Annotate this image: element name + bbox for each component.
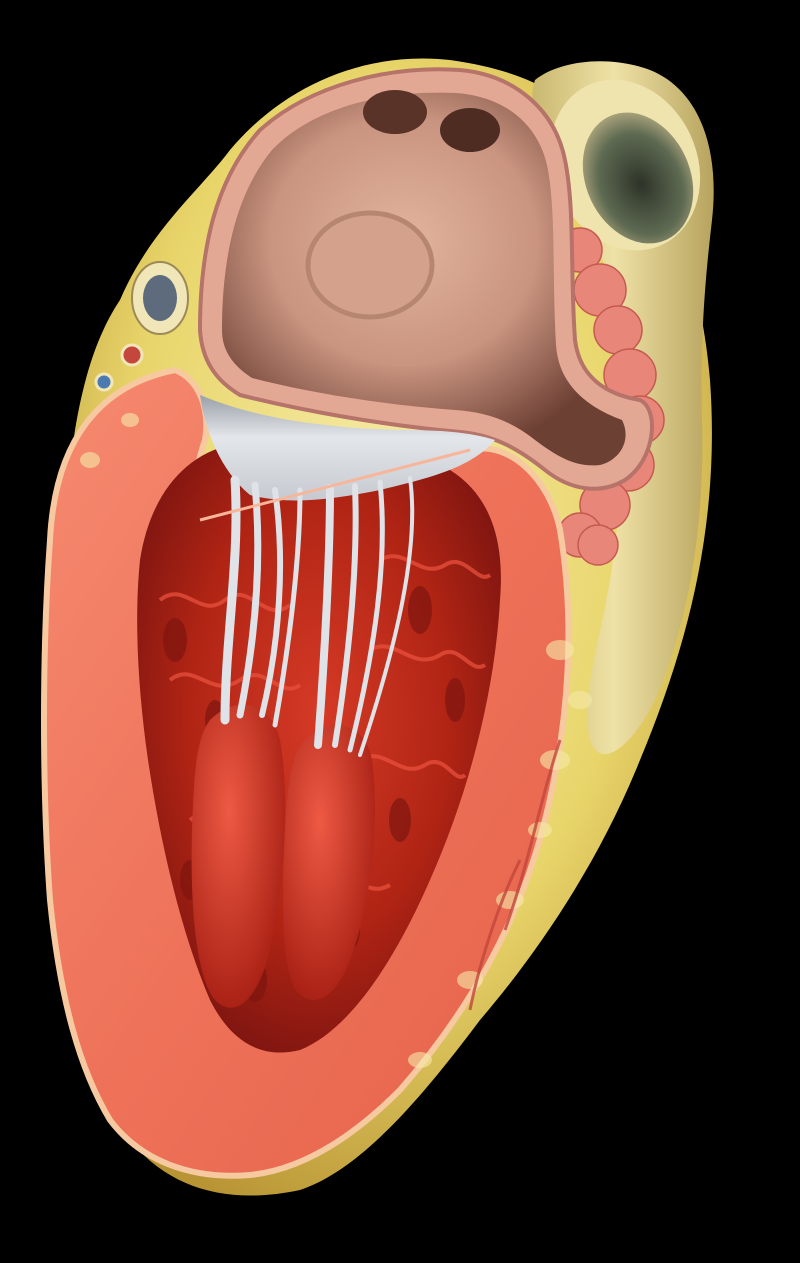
pulmonary-vein-opening-2 (440, 108, 500, 152)
coronary-vein (143, 275, 177, 321)
pulmonary-vein-opening-1 (363, 90, 427, 134)
fossa-ovalis (308, 213, 432, 317)
small-vein (96, 374, 112, 390)
coronary-artery (122, 345, 142, 365)
